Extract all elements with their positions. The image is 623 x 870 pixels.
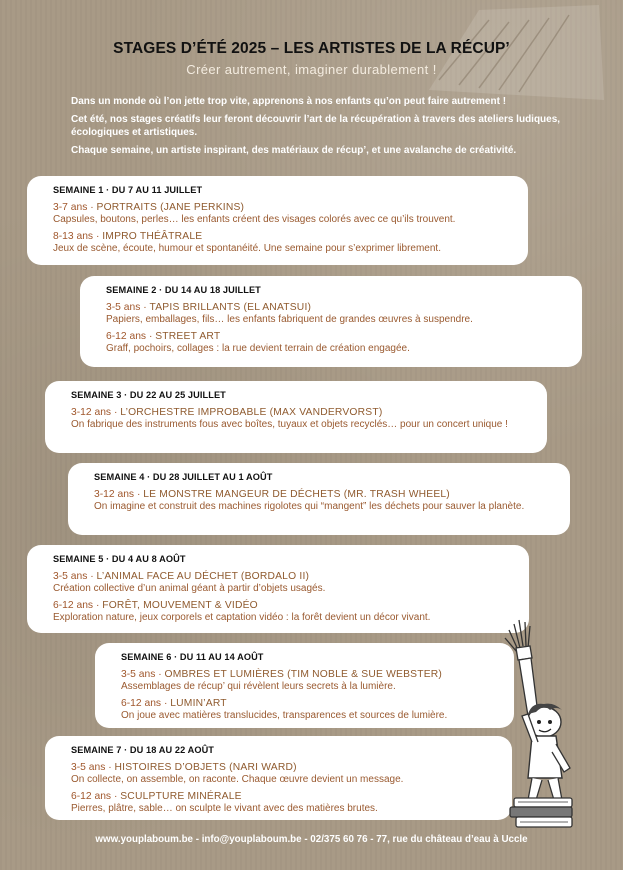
activity-description: Graff, pochoirs, collages : la rue devient terrain de création engagée.	[106, 343, 410, 354]
activity-description: Création collective d’un animal géant à partir d’objets usagés.	[53, 583, 326, 594]
activity: 3-7 ans · PORTRAITS (JANE PERKINS) Capsules, boutons, perles… les enfants créent des visages colorés avec ce qu’ils trouvent.	[53, 202, 514, 226]
page-subtitle: Créer autrement, imaginer durablement !	[186, 62, 437, 77]
week-heading: SEMAINE 4 · DU 28 JUILLET AU 1 AOÛT	[94, 472, 273, 482]
activity: 6-12 ans · FORÊT, MOUVEMENT & VIDÉO Exploration nature, jeux corporels et captation vidéo : la forêt devient un décor vivant.	[53, 600, 515, 624]
activity-name: L’ANIMAL FACE AU DÉCHET (BORDALO II)	[96, 571, 310, 582]
activity: 3-5 ans · TAPIS BRILLANTS (EL ANATSUI) Papiers, emballages, fils… les enfants fabriquent de grandes œuvres à suspendre.	[106, 302, 568, 326]
activity-age: 6-12 ans	[106, 331, 147, 342]
week-card-3	[45, 381, 547, 453]
activity-description: Exploration nature, jeux corporels et captation vidéo : la forêt devient un décor vivant.	[53, 612, 431, 623]
page-header	[0, 40, 623, 77]
activity-name: TAPIS BRILLANTS (EL ANATSUI)	[149, 302, 312, 313]
activity: 6-12 ans · STREET ART Graff, pochoirs, collages : la rue devient terrain de création engagée.	[106, 331, 568, 355]
week-card-7	[45, 736, 512, 820]
activity: 6-12 ans · LUMIN’ART On joue avec matières translucides, transparences et sources de lumière.	[121, 698, 500, 722]
activity-name: IMPRO THÉÂTRALE	[102, 231, 203, 242]
activity-age: 3-12 ans	[71, 407, 112, 418]
intro-paragraph-3: Chaque semaine, un artiste inspirant, des matériaux de récup’, et une avalanche de créativité.	[71, 145, 517, 156]
week-card-4	[68, 463, 570, 535]
activity-description: Jeux de scène, écoute, humour et spontanéité. Une semaine pour s’exprimer librement.	[53, 243, 441, 254]
activity-age: 3-5 ans	[106, 302, 141, 313]
activity-name: HISTOIRES D’OBJETS (NARI WARD)	[114, 762, 297, 773]
week-heading: SEMAINE 3 · DU 22 AU 25 JUILLET	[71, 390, 226, 400]
activity-name: L’ORCHESTRE IMPROBABLE (MAX VANDERVORST)	[120, 407, 383, 418]
activity-age: 6-12 ans	[53, 600, 94, 611]
activity: 6-12 ans · SCULPTURE MINÉRALE Pierres, plâtre, sable… on sculpte le vivant avec des matières brutes.	[71, 791, 498, 815]
activity-name: STREET ART	[155, 331, 221, 342]
activity: 8-13 ans · IMPRO THÉÂTRALE Jeux de scène, écoute, humour et spontanéité. Une semaine pour s’exprimer librement.	[53, 231, 514, 255]
activity-description: Capsules, boutons, perles… les enfants créent des visages colorés avec ce qu’ils trouvent.	[53, 214, 456, 225]
activity: 3-12 ans · L’ORCHESTRE IMPROBABLE (MAX VANDERVORST) On fabrique des instruments fous avec boîtes, tuyaux et objets recyclés… pour un concert unique !	[71, 407, 533, 431]
activity-name: LUMIN’ART	[170, 698, 227, 709]
activity-name: OMBRES ET LUMIÈRES (TIM NOBLE & SUE WEBSTER)	[164, 669, 443, 680]
activity-description: On collecte, on assemble, on raconte. Chaque œuvre devient un message.	[71, 774, 404, 785]
activity-age: 3-5 ans	[121, 669, 156, 680]
week-heading: SEMAINE 1 · DU 7 AU 11 JUILLET	[53, 185, 203, 195]
activity-name: PORTRAITS (JANE PERKINS)	[96, 202, 245, 213]
activity: 3-12 ans · LE MONSTRE MANGEUR DE DÉCHETS (MR. TRASH WHEEL) On imagine et construit des machines rigolotes qui “mangent” les déchets pour sauver la planète.	[94, 489, 556, 513]
activity-description: Papiers, emballages, fils… les enfants fabriquent de grandes œuvres à suspendre.	[106, 314, 473, 325]
activity-age: 3-12 ans	[94, 489, 135, 500]
activity: 3-5 ans · HISTOIRES D’OBJETS (NARI WARD) On collecte, on assemble, on raconte. Chaque œuvre devient un message.	[71, 762, 498, 786]
activity-description: On joue avec matières translucides, transparences et sources de lumière.	[121, 710, 448, 721]
book-stack	[510, 798, 572, 827]
child-paintbrush-illustration	[492, 618, 584, 830]
week-card-6	[95, 643, 514, 728]
activity-age: 8-13 ans	[53, 231, 94, 242]
activity-description: On fabrique des instruments fous avec boîtes, tuyaux et objets recyclés… pour un concert unique !	[71, 419, 508, 430]
week-card-1	[27, 176, 528, 265]
activity-age: 3-5 ans	[53, 571, 88, 582]
activity: 3-5 ans · L’ANIMAL FACE AU DÉCHET (BORDALO II) Création collective d’un animal géant à partir d’objets usagés.	[53, 571, 515, 595]
activity-name: LE MONSTRE MANGEUR DE DÉCHETS (MR. TRASH WHEEL)	[143, 489, 450, 500]
page-title: STAGES D’ÉTÉ 2025 – LES ARTISTES DE LA RÉCUP’	[113, 40, 510, 57]
footer-contact: www.youplaboum.be - info@youplaboum.be - 02/375 60 76 - 77, rue du château d’eau à Uccle	[95, 834, 528, 845]
activity-description: Pierres, plâtre, sable… on sculpte le vivant avec des matières brutes.	[71, 803, 378, 814]
week-card-2	[80, 276, 582, 367]
activity-name: SCULPTURE MINÉRALE	[120, 791, 242, 802]
activity-age: 3-5 ans	[71, 762, 106, 773]
activity: 3-5 ans · OMBRES ET LUMIÈRES (TIM NOBLE & SUE WEBSTER) Assemblages de récup’ qui révèlent leurs secrets à la lumière.	[121, 669, 500, 693]
intro-paragraph-2: Cet été, nos stages créatifs leur feront découvrir l’art de la récupération à travers des ateliers ludiques, écologiques et artistiques.	[71, 114, 561, 138]
intro-paragraph-1: Dans un monde où l’on jette trop vite, apprenons à nos enfants qu’on peut faire autrement !	[71, 96, 507, 107]
week-heading: SEMAINE 7 · DU 18 AU 22 AOÛT	[71, 745, 215, 755]
activity-age: 6-12 ans	[71, 791, 112, 802]
activity-description: Assemblages de récup’ qui révèlent leurs secrets à la lumière.	[121, 681, 396, 692]
activity-name: FORÊT, MOUVEMENT & VIDÉO	[102, 600, 258, 611]
activity-age: 3-7 ans	[53, 202, 88, 213]
week-heading: SEMAINE 5 · DU 4 AU 8 AOÛT	[53, 554, 186, 564]
week-heading: SEMAINE 6 · DU 11 AU 14 AOÛT	[121, 652, 264, 662]
week-card-5	[27, 545, 529, 633]
activity-age: 6-12 ans	[121, 698, 162, 709]
activity-description: On imagine et construit des machines rigolotes qui “mangent” les déchets pour sauver la planète.	[94, 501, 525, 512]
week-heading: SEMAINE 2 · DU 14 AU 18 JUILLET	[106, 285, 261, 295]
